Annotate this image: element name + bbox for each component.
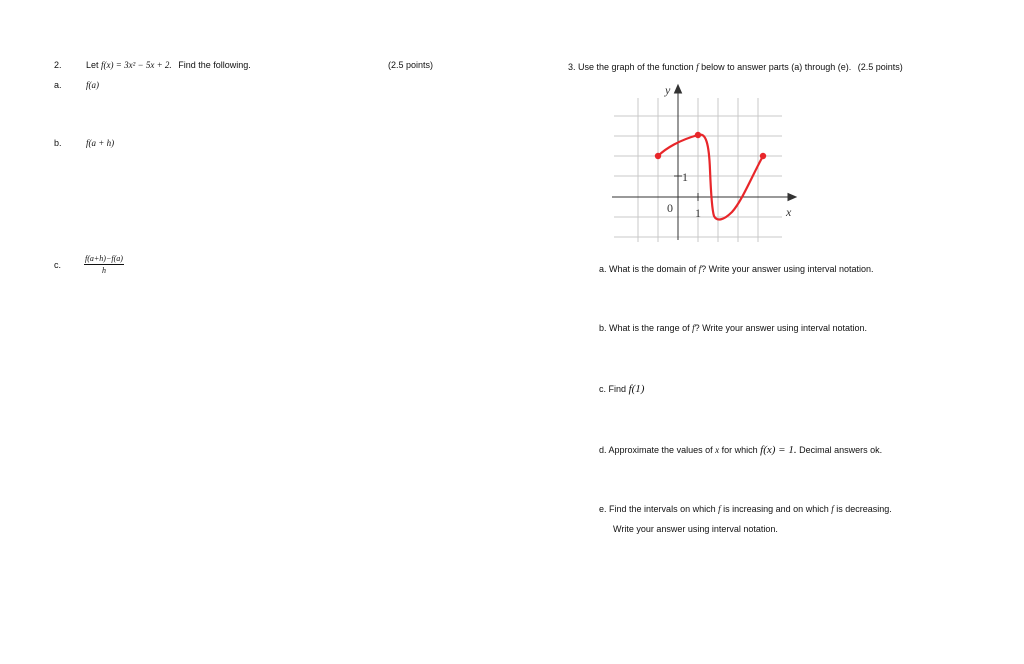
problem-3b: [599, 323, 867, 333]
problem-2a-expr: f(a): [86, 80, 99, 90]
problem-3a-text1: What is the domain of: [609, 264, 697, 274]
problem-2c-label: c.: [54, 260, 62, 270]
problem-2-points: (2.5 points): [388, 60, 434, 70]
problem-2-instruction: Find the following.: [178, 60, 251, 70]
problem-3b-text1: What is the range of: [609, 323, 690, 333]
problem-3e-text3: is decreasing.: [836, 504, 892, 514]
y-axis-label: y: [665, 83, 671, 97]
problem-2-number: 2.: [54, 60, 62, 70]
problem-3-prompt-after: below to answer parts (a) through (e).: [701, 62, 852, 72]
problem-3e-label: e.: [599, 504, 607, 514]
problem-3d-text3: Decimal answers ok.: [799, 445, 883, 455]
problem-3c-label: c.: [599, 384, 607, 394]
problem-2b-expr: f(a + h): [86, 138, 115, 148]
function-curve-group: [658, 135, 763, 220]
curve-right-endpoint: [760, 153, 766, 159]
problem-2-function: f(x) = 3x² − 5x + 2.: [101, 60, 172, 70]
problem-3-statement: [568, 62, 903, 72]
problem-3a: [599, 264, 874, 274]
problem-3-prompt-before: Use the graph of the function: [578, 62, 694, 72]
problem-3e-line2: Write your answer using interval notation.: [613, 524, 778, 534]
y-tick-label: 1: [682, 170, 688, 184]
problem-2a-label: a.: [54, 80, 62, 90]
curve-left-endpoint: [655, 153, 661, 159]
problem-3d-text1: Approximate the values of: [608, 445, 713, 455]
curve-peak-point: [695, 132, 701, 138]
problem-3d: [599, 444, 882, 456]
problem-3-func: f: [696, 62, 699, 72]
problem-3e-fn: f: [718, 504, 721, 514]
problem-3e-text2: is increasing and on which: [723, 504, 829, 514]
problem-3c: [599, 383, 644, 395]
problem-3b-fn: f: [692, 323, 695, 333]
curve-segment-main: [698, 135, 763, 220]
problem-2b-label: b.: [54, 138, 62, 148]
problem-3-points: (2.5 points): [857, 62, 903, 72]
fraction-numerator: f(a+h)−f(a): [85, 254, 123, 263]
problem-2-statement: [86, 60, 251, 70]
problem-3d-var: x: [715, 445, 720, 455]
y-axis-arrow-icon: [675, 85, 682, 93]
x-axis-label: x: [786, 205, 792, 219]
problem-3e-fn2: f: [831, 504, 834, 514]
problem-3d-expr: f(x) = 1.: [760, 444, 797, 456]
x-axis-arrow-icon: [788, 194, 796, 201]
problem-2c-fraction: [84, 253, 124, 275]
problem-3b-label: b.: [599, 323, 607, 333]
problem-3-number: 3.: [568, 62, 576, 72]
problem-3a-text2: ? Write your answer using interval notation.: [701, 264, 874, 274]
problem-3d-label: d.: [599, 445, 607, 455]
problem-3e-text1: Find the intervals on which: [609, 504, 716, 514]
function-graph: [606, 80, 804, 245]
origin-label: 0: [667, 201, 673, 215]
problem-3c-expr: f(1): [628, 383, 645, 395]
problem-2-intro: Let: [86, 60, 99, 70]
problem-3d-text2: for which: [721, 445, 758, 455]
problem-3e: [599, 504, 892, 514]
fraction-denominator: h: [101, 266, 106, 275]
problem-3b-text2: ? Write your answer using interval notation.: [694, 323, 868, 333]
problem-3a-fn: f: [698, 264, 702, 274]
problem-3c-text1: Find: [608, 384, 627, 394]
x-tick-label: 1: [695, 206, 701, 220]
problem-3a-label: a.: [599, 264, 607, 274]
